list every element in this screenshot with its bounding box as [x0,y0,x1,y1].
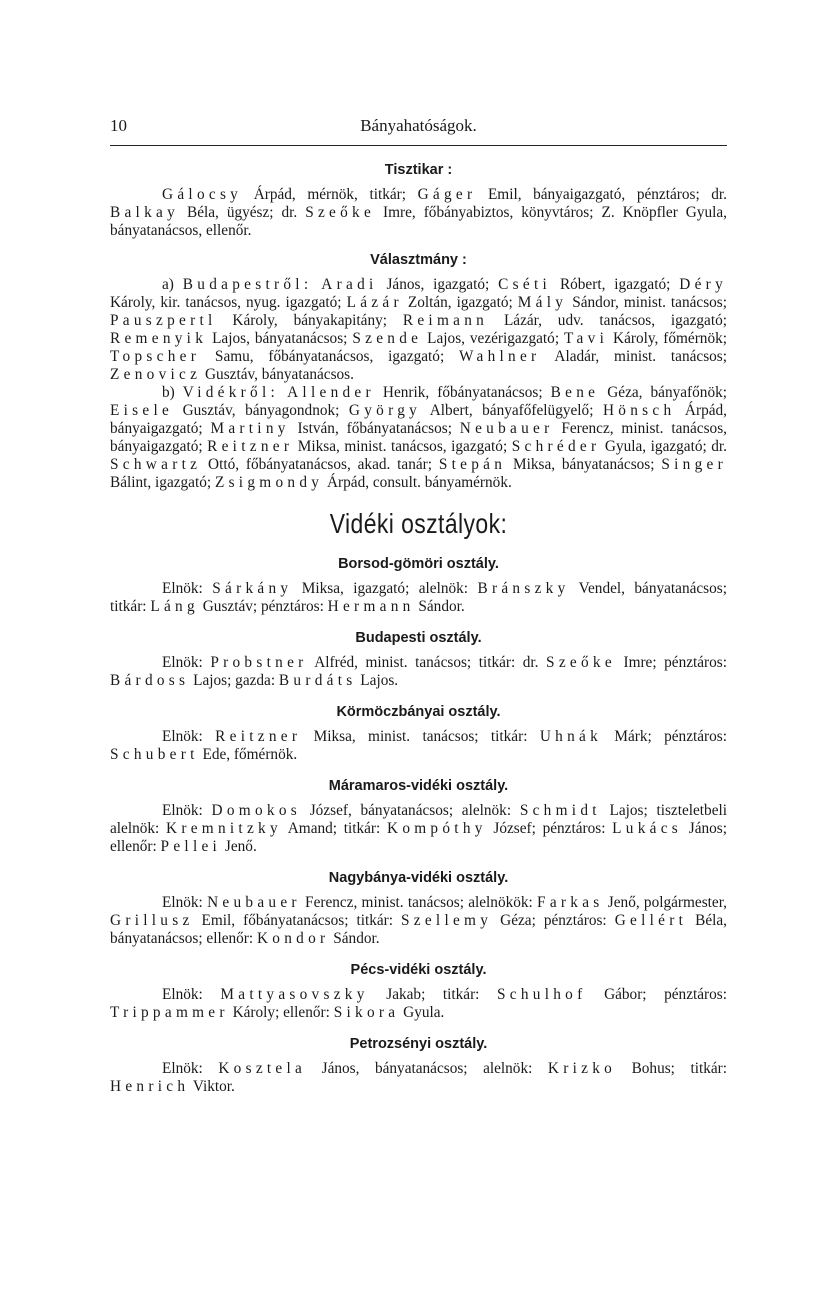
text-run: Aladár, minist. tanácsos; [540,348,727,365]
spaced-name: Schwartz [110,456,202,473]
text-run [279,384,287,401]
spaced-name: Budapestről: [182,276,313,293]
text-run: Elnök: [162,654,211,671]
text-run: József, bányatanácsos; alelnök: [301,802,520,819]
text-run: Árpád, consult. bányamérnök. [323,474,512,491]
spaced-name: Lukács [612,820,683,837]
section-paragraph [110,654,727,690]
text-run: Emil, főbányatanácsos; titkár: [193,912,401,929]
text-run: Elnök: [162,802,212,819]
spaced-name: Mály [517,294,568,311]
spaced-name: Kompóthy [386,820,487,837]
spaced-name: Hönsch [602,402,676,419]
text-run: Károly, bányakapitány; [216,312,403,329]
spaced-name: Uhnák [539,728,603,745]
spaced-name: Bene [550,384,600,401]
text-run: Béla, bányatanácsos; ellenőr: [110,912,728,947]
spaced-name: Remenyik [110,330,208,347]
text-run: Lajos, bányatanácsos; [207,330,353,347]
spaced-name: Schmidt [519,802,601,819]
section-paragraph [110,986,727,1022]
text-run: Ferencz, minist. tanácsos, bányaigazgató; [110,420,727,455]
text-run: János; ellenőr: [110,820,727,855]
text-run: Sándor, minist. tanácsos; [567,294,728,311]
spaced-name: Krizko [547,1060,617,1077]
text-run: Lajos; tiszteletbeli alelnök: [110,802,727,837]
text-run: Sándor. [414,598,465,615]
spaced-name: Tavi [564,330,609,347]
spaced-name: Gálocsy [162,186,243,203]
spaced-name: Reimann [402,312,489,329]
text-run: József; pénztáros: [486,820,613,837]
spaced-name: Láng [150,598,199,615]
text-run: Jenő, polgármester, [603,894,727,911]
text-run: Miksa, minist. tanácsos, igazgató; [293,438,512,455]
text-run: Gusztáv, bányagondnok; [173,402,349,419]
text-run: b) [162,384,183,401]
spaced-name: Zenovicz [110,366,202,383]
text-run: Imre, főbányabiztos, könyvtáros; Z. Knöpfler Gyula, bányatanácsos, ellenőr. [110,204,727,239]
section-paragraph [110,1060,727,1096]
text-run: Emil, bányaigazgató, pénztáros; dr. [476,186,727,203]
text-run: Elnök: [162,728,216,745]
section-paragraph [110,894,727,948]
text-run: Gábor; pénztáros: [586,986,727,1003]
text-run: Elnök: [162,894,208,911]
spaced-name: Pauszpertl [110,312,217,329]
text-run: Elnök: [162,580,213,597]
text-run: János, bányatanácsos; alelnök: [306,1060,548,1077]
text-run: Márk; pénztáros: [602,728,727,745]
text-run: Sándor. [329,930,380,947]
text-run: Géza, bányafőnök; [599,384,727,401]
text-run: a) [162,276,183,293]
text-run: Árpád, bányaigazgató; [110,402,727,437]
spaced-name: Neubauer [207,894,301,911]
spaced-name: Hermann [327,598,415,615]
text-run: Károly, főmérnök; [608,330,727,347]
text-run: Géza; pénztáros: [492,912,615,929]
spaced-name: Kremnitzky [165,820,282,837]
spaced-name: Balkay [110,204,180,221]
section-paragraph [110,728,727,764]
text-run: Gusztáv; pénztáros: [198,598,328,615]
running-header [110,116,727,146]
spaced-name: Szeőke [305,204,376,221]
spaced-name: Lázár [346,294,403,311]
text-run: Ottó, főbányatanácsos, akad. tanár; [201,456,439,473]
spaced-name: Farkas [537,894,604,911]
spaced-name: Kosztela [218,1060,307,1077]
running-title: Bányahatóságok. [360,116,477,135]
text-run: Jakab; titkár: [368,986,497,1003]
text-run: Elnök: [162,1060,219,1077]
text-run: Imre; pénztáros: [615,654,727,671]
spaced-name: Schulhof [496,986,587,1003]
header-rule [110,145,727,146]
text-run: Gyula. [399,1004,445,1021]
text-run: Lajos; gazda: [189,672,279,689]
spaced-name: Cséti [498,276,552,293]
spaced-name: Reitzner [207,438,294,455]
spaced-name: Reitzner [215,728,302,745]
text-run: Bohus; titkár: [616,1060,727,1077]
section-heading: Petrozsényi osztály. [349,1036,488,1052]
text-run: Lajos, vezérigazgató; [422,330,564,347]
text-run: Ede, főmérnök. [198,746,298,763]
section-heading: Budapesti osztály. [355,630,482,646]
text-run: Amand; titkár: [281,820,387,837]
text-run: János, igazgató; [377,276,499,293]
spaced-name: Déry [679,276,727,293]
text-run: Elnök: [162,986,221,1003]
spaced-name: Szende [352,330,423,347]
spaced-name: Mattyasovszky [220,986,369,1003]
text-run: Miksa, bányatanácsos; [506,456,662,473]
spaced-name: Sárkány [212,580,293,597]
spaced-name: Bárdoss [110,672,190,689]
spaced-name: Henrich [110,1078,190,1095]
spaced-name: Martiny [210,420,290,437]
spaced-name: György [348,402,422,419]
text-run: Albert, bányafőfelügyelő; [421,402,603,419]
spaced-name: Sikora [333,1004,400,1021]
section-paragraph [110,580,727,616]
spaced-name: Szeőke [546,654,616,671]
tisztikar-heading: Tisztikar : [384,162,453,178]
section-paragraph [110,802,727,856]
videki-osztalyok-title: Vidéki osztályok: [329,508,508,539]
text-run [312,276,321,293]
text-run: Henrik, főbányatanácsos; [374,384,551,401]
text-run: Károly, kir. tanácsos, nyug. igazgató; [110,294,347,311]
spaced-name: Aradi [321,276,378,293]
spaced-name: Vidékről: [182,384,280,401]
spaced-name: Zsigmondy [214,474,324,491]
text-run: Árpád, mérnök, titkár; [242,186,418,203]
text-run: Gusztáv, bányatanácsos. [201,366,354,383]
spaced-name: Gellért [614,912,688,929]
spaced-name: Domokos [211,802,301,819]
section-heading: Pécs-vidéki osztály. [350,962,487,978]
spaced-name: Szellemy [400,912,493,929]
spaced-name: Grillusz [110,912,194,929]
text-run: Viktor. [189,1078,235,1095]
text-run: Károly; ellenőr: [228,1004,334,1021]
spaced-name: Burdáts [278,672,357,689]
spaced-name: Schréder [511,438,601,455]
valasztmany-heading: Választmány : [370,252,467,268]
section-heading: Körmöczbányai osztály. [336,704,501,720]
text-run: Lázár, udv. tanácsos, igazgató; [488,312,727,329]
valasztmany-b-paragraph [110,384,727,492]
text-run: Róbert, igazgató; [551,276,680,293]
spaced-name: Schubert [110,746,199,763]
valasztmany-a-paragraph [110,276,727,384]
spaced-name: Eisele [110,402,174,419]
spaced-name: Probstner [210,654,308,671]
text-run: Jenő. [221,838,257,855]
text-run: Ferencz, minist. tanácsos; alelnökök: [300,894,538,911]
text-run: Béla, ügyész; dr. [179,204,306,221]
section-heading: Nagybánya-vidéki osztály. [328,870,509,886]
spaced-name: Allender [287,384,375,401]
spaced-name: Kondor [256,930,330,947]
tisztikar-paragraph [110,186,727,240]
spaced-name: Wahlner [459,348,541,365]
text-run: Alfréd, minist. tanácsos; titkár: dr. [307,654,547,671]
text-run: Lajos. [356,672,399,689]
text-run: István, főbányatanácsos; [289,420,460,437]
text-run: Bálint, igazgató; [110,474,215,491]
text-run: Miksa, minist. tanácsos; titkár: [301,728,540,745]
page [110,0,727,1096]
sections [110,556,727,1096]
spaced-name: Gáger [417,186,477,203]
text-run: Zoltán, igazgató; [402,294,518,311]
text-run: Vendel, bányatanácsos; titkár: [110,580,727,615]
text-run: Samu, főbányatanácsos, igazgató; [200,348,460,365]
text-run: Miksa, igazgató; alelnök: [292,580,478,597]
section-heading: Borsod-gömöri osztály. [338,556,499,572]
spaced-name: Trippammer [110,1004,229,1021]
spaced-name: Pellei [160,838,222,855]
text-run: Gyula, igazgató; dr. [600,438,727,455]
page-number: 10 [110,116,127,135]
spaced-name: Topscher [110,348,201,365]
section-heading: Máramaros-vidéki osztály. [328,778,509,794]
spaced-name: Bránszky [477,580,570,597]
spaced-name: Stepán [438,456,507,473]
spaced-name: Neubauer [459,420,554,437]
spaced-name: Singer [661,456,727,473]
